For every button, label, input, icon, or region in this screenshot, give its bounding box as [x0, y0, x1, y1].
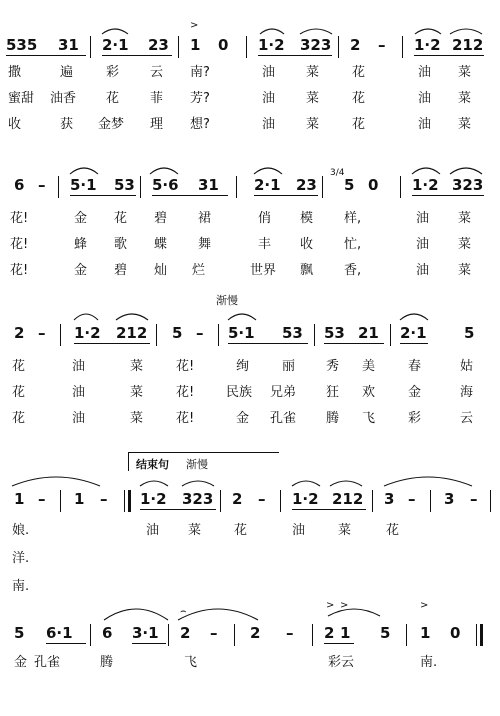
notation-line — [0, 168, 500, 202]
note-group: 6·1 — [46, 624, 73, 642]
dash: – — [408, 490, 416, 508]
lyric: 花 — [12, 385, 26, 400]
note-group: 1·2 — [412, 176, 439, 194]
lyric: 油香 — [50, 91, 77, 106]
lyric: 菜 — [458, 237, 472, 252]
lyric: 春 — [408, 359, 422, 374]
lyric: 理 — [150, 117, 164, 132]
note: 2 — [324, 624, 335, 642]
lyric: 姑 — [460, 359, 474, 374]
lyric-line-1 — [0, 64, 500, 86]
score-system-1 — [0, 22, 500, 140]
lyric: 油 — [262, 91, 276, 106]
note: 2 — [250, 624, 261, 642]
lyric: 油 — [418, 65, 432, 80]
slur-arcs — [0, 304, 500, 324]
underline — [140, 509, 216, 510]
lyric: 裙 — [198, 211, 212, 226]
underline — [412, 195, 484, 196]
lyric: 油 — [262, 65, 276, 80]
score-system-5 — [0, 596, 500, 706]
lyric: 丽 — [282, 359, 296, 374]
lyric-line-2 — [0, 236, 500, 258]
lyric: 舞 — [198, 237, 212, 252]
note: 5 — [344, 176, 355, 194]
lyric: 飞 — [184, 655, 198, 670]
lyric: 菲 — [150, 91, 164, 106]
bar-line — [314, 324, 315, 346]
lyric-line-2 — [0, 384, 500, 406]
underline — [254, 195, 318, 196]
lyric: 花 — [386, 523, 400, 538]
lyric: 海 — [460, 385, 474, 400]
lyric-line-3 — [0, 410, 500, 432]
lyric: 孔雀 — [34, 655, 61, 670]
lyric: 南. — [12, 579, 30, 594]
lyric-line-2 — [0, 90, 500, 112]
accent-mark: > — [326, 600, 335, 611]
lyric: 蝶 — [154, 237, 168, 252]
lyric: 花 — [352, 65, 366, 80]
lyric: 花 — [12, 411, 26, 426]
lyric: 世界 — [250, 263, 277, 278]
lyric: 狂 — [326, 385, 340, 400]
note: 2 — [232, 490, 243, 508]
lyric: 菜 — [458, 211, 472, 226]
lyric: 菜 — [458, 91, 472, 106]
note: 1 — [420, 624, 431, 642]
underline — [46, 643, 86, 644]
bar-line — [60, 324, 61, 346]
underline — [228, 343, 308, 344]
lyric: 油 — [146, 523, 160, 538]
bar-line — [430, 490, 431, 512]
note-group: 31 — [198, 176, 219, 194]
lyric: 花! — [176, 411, 195, 426]
lyric: 油 — [292, 523, 306, 538]
note-group: 1·2 — [258, 36, 285, 54]
bar-line — [390, 324, 391, 346]
lyric: 油 — [72, 359, 86, 374]
underline — [70, 195, 136, 196]
note: 1 — [340, 624, 351, 642]
tempo-marking: 渐慢 — [186, 458, 208, 471]
underline — [292, 509, 366, 510]
note-group: 212 — [452, 36, 484, 54]
lyric: 飘 — [300, 263, 314, 278]
note-group: 53 — [324, 324, 345, 342]
dash: – — [470, 490, 478, 508]
underline — [414, 55, 484, 56]
note-group: 212 — [332, 490, 364, 508]
lyric: 菜 — [458, 263, 472, 278]
fermata-mark: ⌢ — [180, 606, 187, 617]
repeat-bar-line — [128, 490, 131, 512]
lyric: 绚 — [236, 359, 250, 374]
lyric: 获 — [60, 117, 74, 132]
bar-line — [178, 36, 179, 58]
lyric: 油 — [416, 263, 430, 278]
lyric-line-2 — [0, 550, 500, 572]
lyric: 油 — [72, 385, 86, 400]
notation-line — [0, 488, 500, 516]
lyric: 花! — [10, 211, 29, 226]
lyric: 彩云 — [328, 655, 355, 670]
lyric: 民族 — [226, 385, 253, 400]
lyric-line-3 — [0, 116, 500, 138]
lyric: 花! — [10, 237, 29, 252]
note: 5 — [14, 624, 25, 642]
rest: 0 — [450, 624, 461, 642]
lyric: 收 — [300, 237, 314, 252]
note-group: 1·2 — [414, 36, 441, 54]
lyric: 丰 — [258, 237, 272, 252]
bar-line — [90, 36, 91, 58]
lyric: 腾 — [326, 411, 340, 426]
bar-line — [156, 324, 157, 346]
rest: 0 — [218, 36, 229, 54]
note-group: 323 — [300, 36, 332, 54]
lyric: 金 — [14, 655, 28, 670]
lyric-line-1 — [0, 654, 500, 676]
underline — [324, 643, 354, 644]
lyric: 样, — [344, 211, 362, 226]
bar-line — [218, 324, 219, 346]
note-group: 2·1 — [400, 324, 427, 342]
accent-mark: > — [340, 600, 349, 611]
bar-line — [312, 624, 313, 646]
lyric: 菜 — [458, 65, 472, 80]
dash: – — [38, 490, 46, 508]
lyric-line-1 — [0, 522, 500, 544]
note: 2 — [180, 624, 191, 642]
note-group: 23 — [148, 36, 169, 54]
lyric: 花! — [176, 359, 195, 374]
lyric: 花! — [176, 385, 195, 400]
lyric: 彩 — [408, 411, 422, 426]
bar-line — [234, 624, 235, 646]
lyric: 花 — [352, 91, 366, 106]
lyric: 菜 — [130, 385, 144, 400]
note: 5 — [464, 324, 475, 342]
lyric: 蜜甜 — [8, 91, 35, 106]
underline — [324, 343, 384, 344]
accent-mark: > — [190, 20, 199, 31]
underline — [132, 643, 166, 644]
lyric: 美 — [362, 359, 376, 374]
notation-line — [0, 622, 500, 650]
note-group: 323 — [452, 176, 484, 194]
bar-line — [140, 176, 141, 198]
note: 1 — [14, 490, 25, 508]
bar-line — [90, 624, 91, 646]
dash: – — [100, 490, 108, 508]
lyric: 油 — [262, 117, 276, 132]
lyric: 欢 — [362, 385, 376, 400]
bar-line — [280, 490, 281, 512]
lyric: 忙, — [344, 237, 362, 252]
underline — [6, 55, 86, 56]
lyric: 金 — [408, 385, 422, 400]
lyric: 模 — [300, 211, 314, 226]
notation-line — [0, 34, 500, 62]
dash: – — [196, 324, 204, 342]
lyric: 金 — [74, 211, 88, 226]
note-group: 535 — [6, 36, 38, 54]
note-group: 53 — [282, 324, 303, 342]
bar-line — [406, 624, 407, 646]
lyric: 油 — [72, 411, 86, 426]
lyric: 油 — [416, 211, 430, 226]
note: 5 — [380, 624, 391, 642]
lyric: 蜂 — [74, 237, 88, 252]
note-group: 21 — [358, 324, 379, 342]
lyric: 撒 — [8, 65, 22, 80]
lyric: 遍 — [60, 65, 74, 80]
note: 2 — [350, 36, 361, 54]
lyric-line-3 — [0, 262, 500, 284]
lyric: 花 — [12, 359, 26, 374]
note-group: 5·1 — [70, 176, 97, 194]
lyric-line-1 — [0, 210, 500, 232]
underline — [74, 343, 150, 344]
time-signature: 3/4 — [330, 168, 345, 178]
bar-line — [220, 490, 221, 512]
lyric: 金梦 — [98, 117, 125, 132]
lyric: 歌 — [114, 237, 128, 252]
lyric: 菜 — [458, 117, 472, 132]
slur-arcs — [0, 462, 500, 490]
lyric: 花! — [10, 263, 29, 278]
note: 2 — [14, 324, 25, 342]
note: 1 — [190, 36, 201, 54]
lyric: 收 — [8, 117, 22, 132]
bar-line — [236, 176, 237, 198]
note-group: 1·2 — [140, 490, 167, 508]
score-system-3 — [0, 292, 500, 442]
lyric: 油 — [418, 91, 432, 106]
lyric: 金 — [236, 411, 250, 426]
lyric: 花 — [234, 523, 248, 538]
bar-line — [58, 176, 59, 198]
lyric: 香, — [344, 263, 362, 278]
note: 3 — [444, 490, 455, 508]
dash: – — [286, 624, 294, 642]
bar-line — [168, 624, 169, 646]
note-group: 3·1 — [132, 624, 159, 642]
underline — [102, 55, 172, 56]
notation-line — [0, 322, 500, 350]
note-group: 31 — [58, 36, 79, 54]
note-group: 2·1 — [254, 176, 281, 194]
dash: – — [38, 176, 46, 194]
lyric: 菜 — [306, 65, 320, 80]
dash: – — [210, 624, 218, 642]
underline — [152, 195, 228, 196]
lyric: 菜 — [130, 359, 144, 374]
dash: – — [38, 324, 46, 342]
note-group: 2·1 — [102, 36, 129, 54]
note-group: 5·6 — [152, 176, 179, 194]
lyric: 南. — [420, 655, 438, 670]
repeat-bar-line — [124, 490, 125, 512]
note-group: 5·1 — [228, 324, 255, 342]
tempo-marking: 渐慢 — [216, 294, 238, 307]
lyric: 碧 — [114, 263, 128, 278]
lyric: 烂 — [192, 263, 206, 278]
note: 6 — [102, 624, 113, 642]
lyric: 菜 — [188, 523, 202, 538]
accent-mark: > — [420, 600, 429, 611]
dash: – — [258, 490, 266, 508]
lyric: 娘. — [12, 523, 30, 538]
lyric: 兄弟 — [270, 385, 297, 400]
lyric: 想? — [190, 117, 210, 132]
lyric: 油 — [416, 237, 430, 252]
bar-line — [338, 36, 339, 58]
lyric: 菜 — [306, 117, 320, 132]
bar-line — [246, 36, 247, 58]
final-bar-line — [480, 624, 483, 646]
note-group: 323 — [182, 490, 214, 508]
bar-line — [60, 490, 61, 512]
lyric: 孔雀 — [270, 411, 297, 426]
lyric: 油 — [418, 117, 432, 132]
bar-line — [322, 176, 323, 198]
note: 6 — [14, 176, 25, 194]
lyric: 花 — [106, 91, 120, 106]
note-group: 53 — [114, 176, 135, 194]
lyric: 菜 — [306, 91, 320, 106]
note-group: 1·2 — [74, 324, 101, 342]
lyric: 洋. — [12, 551, 30, 566]
lyric: 俏 — [258, 211, 272, 226]
lyric: 花 — [352, 117, 366, 132]
note: 5 — [172, 324, 183, 342]
bar-line — [402, 36, 403, 58]
lyric: 腾 — [100, 655, 114, 670]
lyric: 芳? — [190, 91, 210, 106]
lyric: 南? — [190, 65, 210, 80]
lyric: 飞 — [362, 411, 376, 426]
underline — [400, 343, 428, 344]
lyric: 花 — [114, 211, 128, 226]
bar-line — [490, 490, 491, 512]
lyric: 灿 — [154, 263, 168, 278]
lyric: 菜 — [130, 411, 144, 426]
lyric: 秀 — [326, 359, 340, 374]
final-bar-line — [476, 624, 477, 646]
score-system-4 — [0, 450, 500, 600]
note-group: 212 — [116, 324, 148, 342]
dash: – — [378, 36, 386, 54]
note-group: 23 — [296, 176, 317, 194]
note-group: 1·2 — [292, 490, 319, 508]
lyric: 云 — [150, 65, 164, 80]
ending-label: 结束句 — [136, 458, 169, 471]
underline — [258, 55, 332, 56]
lyric: 金 — [74, 263, 88, 278]
score-system-2 — [0, 160, 500, 290]
note: 3 — [384, 490, 395, 508]
lyric-line-1 — [0, 358, 500, 380]
lyric: 彩 — [106, 65, 120, 80]
bar-line — [372, 490, 373, 512]
note: 1 — [74, 490, 85, 508]
lyric: 碧 — [154, 211, 168, 226]
bar-line — [400, 176, 401, 198]
lyric: 菜 — [338, 523, 352, 538]
rest: 0 — [368, 176, 379, 194]
lyric: 云 — [460, 411, 474, 426]
